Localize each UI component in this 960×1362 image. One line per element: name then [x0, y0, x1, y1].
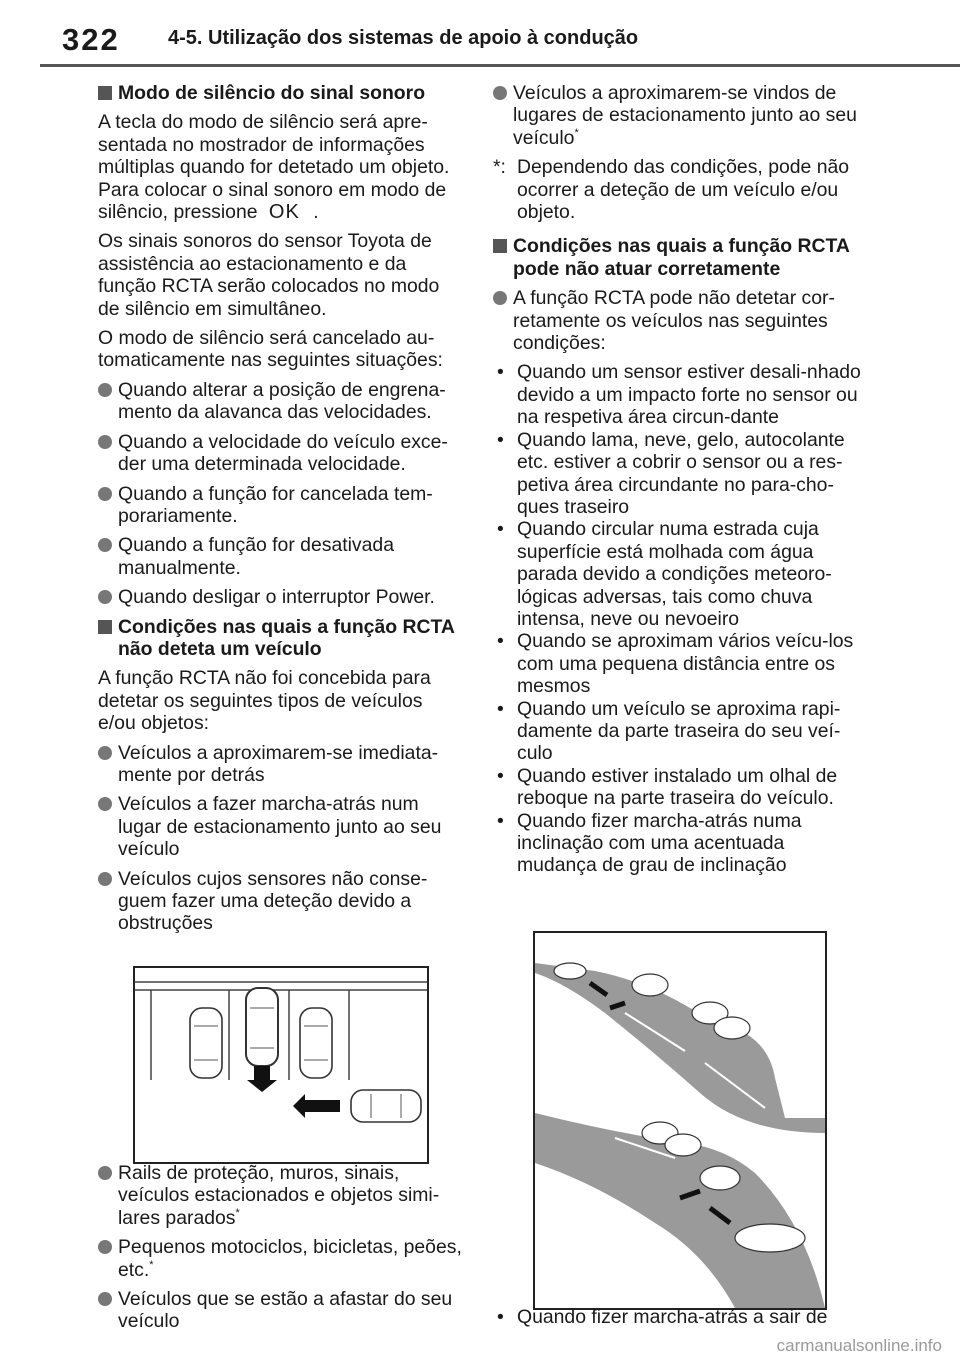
round-bullet-icon [98, 1240, 112, 1254]
slope-illustration [533, 931, 827, 1310]
round-bullet-icon [98, 435, 112, 449]
square-bullet-icon [493, 239, 507, 253]
list-item: Veículos cujos sensores não conse-guem fazer uma deteção devido a obstruções [98, 868, 464, 935]
round-bullet-icon [98, 872, 112, 886]
list-item: • Quando circular numa estrada cuja superfície está molhada com água parada devido a condições meteoro-lógicas adversas, tais como chuva intensa, neve ou nevoeiro [497, 518, 832, 630]
list-item: Veículos a aproximarem-se vindos de lugares de estacionamento junto ao seu veículo* [493, 82, 867, 149]
list-item: • Quando fizer marcha-atrás numa inclinação com uma acentuada mudança de grau de inclinação [497, 809, 802, 877]
list-item: Veículos que se estão a afastar do seu veículo [98, 1288, 464, 1333]
header-divider [40, 64, 960, 67]
paragraph-rcta-design: A função RCTA não foi concebida para detetar os seguintes tipos de veículos e/ou objetos: [98, 667, 431, 735]
list-item: Veículos a aproximarem-se imediata-mente por detrás [98, 742, 464, 787]
page-header [0, 0, 960, 66]
list-item: Quando a velocidade do veículo exce-der uma determinada velocidade. [98, 431, 464, 476]
list-item: Quando desligar o interruptor Power. [98, 586, 464, 608]
round-bullet-icon [98, 538, 112, 552]
round-bullet-icon [98, 1292, 112, 1306]
list-item: • Quando um veículo se aproxima rapi-damente da parte traseira do seu veí-culo [497, 697, 841, 765]
list-item: • Quando se aproximam vários veícu-los com uma pequena distância entre os mesmos [497, 630, 854, 698]
heading-rcta-conditions: Condições nas quais a função RCTA pode não atuar corretamente [493, 235, 867, 280]
paragraph-cancel: O modo de silêncio será cancelado au-tomaticamente nas seguintes situações: [98, 327, 443, 372]
list-item: Rails de proteção, muros, sinais, veículos estacionados e objetos simi-lares parados* [98, 1162, 464, 1229]
round-bullet-icon [98, 746, 112, 760]
list-item: Quando a função for cancelada tem-porariamente. [98, 483, 464, 528]
square-bullet-icon [98, 620, 112, 634]
list-item: • Quando um sensor estiver desali-nhado devido a um impacto forte no sensor ou na respetiva área circun-dante [497, 361, 861, 429]
page-number: 322 [62, 22, 120, 57]
round-bullet-icon [493, 291, 507, 305]
square-bullet-icon [98, 86, 112, 100]
list-item: • Quando lama, neve, gelo, autocolante etc. estiver a cobrir o sensor ou a res-petiva área circundante no para-cho-ques traseiro [497, 428, 845, 518]
left-column [98, 82, 464, 942]
left-column-continued [98, 1162, 464, 1340]
list-item: Quando alterar a posição de engrena-mento da alavanca das velocidades. [98, 379, 464, 424]
list-item: • Quando estiver instalado um olhal de reboque na parte traseira do veículo. [497, 764, 838, 810]
list-item: • Quando fizer marcha-atrás a sair de [497, 1306, 828, 1328]
right-column [493, 82, 867, 877]
right-column-continued [493, 1306, 867, 1328]
watermark: carmanualsonline.info [776, 1336, 942, 1355]
list-item: Veículos a fazer marcha-atrás num lugar de estacionamento junto ao seu veículo [98, 793, 464, 860]
paragraph-silent-mode: A tecla do modo de silêncio será apre-sentada no mostrador de informações múltiplas quando for detetado um objeto. Para colocar o sinal sonoro em modo de silêncio, pressione OK . [98, 111, 450, 224]
round-bullet-icon [98, 797, 112, 811]
footnote: *: Dependendo das condições, pode não ocorrer a deteção de um veículo e/ou objeto. [493, 156, 850, 224]
ok-key-icon: OK [268, 201, 300, 224]
round-bullet-icon [98, 487, 112, 501]
list-item: Pequenos motociclos, bicicletas, peões, etc.* [98, 1236, 464, 1281]
heading-rcta-not-detect: Condições nas quais a função RCTA não deteta um veículo [98, 616, 464, 661]
round-bullet-icon [98, 1166, 112, 1180]
paragraph-simultaneous: Os sinais sonoros do sensor Toyota de assistência ao estacionamento e da função RCTA serão colocados no modo de silêncio em simultâneo. [98, 230, 440, 320]
heading-silent-mode: Modo de silêncio do sinal sonoro [98, 82, 464, 104]
parking-lot-illustration [133, 966, 429, 1164]
round-bullet-icon [493, 86, 507, 100]
round-bullet-icon [98, 383, 112, 397]
section-title: 4-5. Utilização dos sistemas de apoio à condução [168, 27, 639, 49]
list-item: A função RCTA pode não detetar cor-retamente os veículos nas seguintes condições: [493, 287, 867, 354]
list-item: Quando a função for desativada manualmente. [98, 534, 464, 579]
round-bullet-icon [98, 590, 112, 604]
